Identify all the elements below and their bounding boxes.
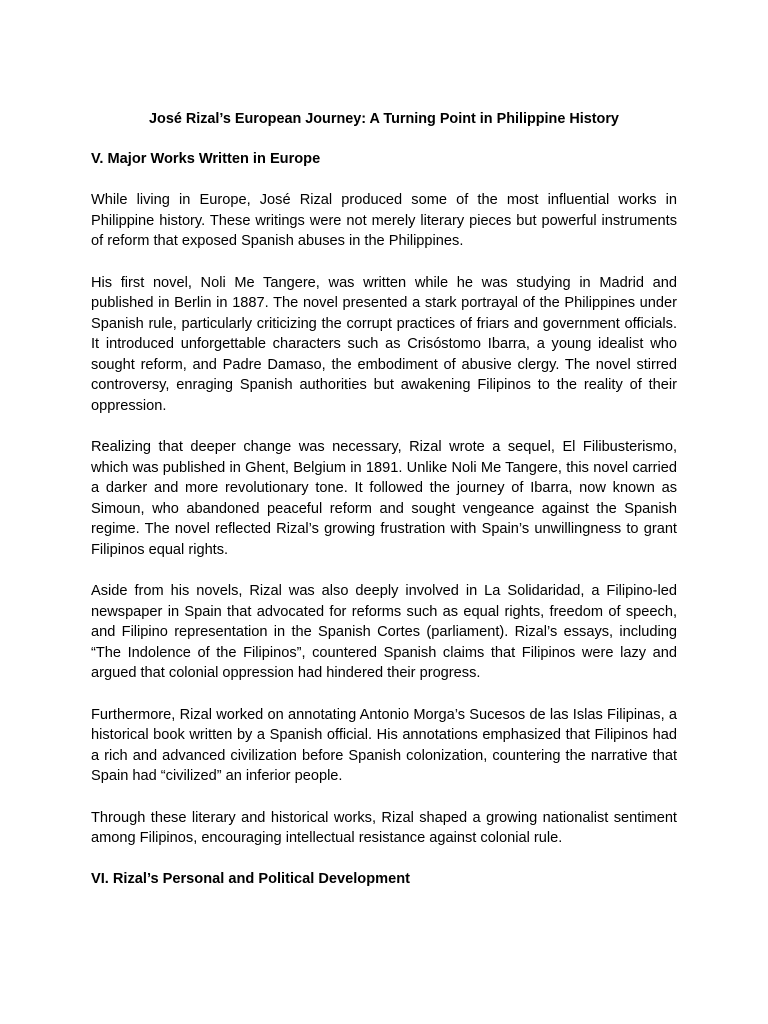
paragraph: Furthermore, Rizal worked on annotating Antonio Morga’s Sucesos de las Islas Filipinas, a historical book written by a Spanish official. His annotations emphasized that Filipinos had a rich and advanced civilization before Spanish colonization, countering the narrative that Spain had “civilized” an inferior people. [91,706,677,784]
document-title: José Rizal’s European Journey: A Turning Point in Philippine History [149,111,619,127]
document-page [91,109,677,889]
paragraph: Through these literary and historical works, Rizal shaped a growing nationalist sentiment among Filipinos, encouraging intellectual resistance against colonial rule. [91,809,677,846]
section-heading-personal-political-development: VI. Rizal’s Personal and Political Development [91,870,410,887]
paragraph: Aside from his novels, Rizal was also deeply involved in La Solidaridad, a Filipino-led newspaper in Spain that advocated for reforms such as equal rights, freedom of speech, and Filipino representation in the Spanish Cortes (parliament). Rizal’s essays, including “The Indolence of the Filipinos”, countered Spanish claims that Filipinos were lazy and argued that colonial oppression had hindered their progress. [91,583,677,681]
paragraph: Realizing that deeper change was necessary, Rizal wrote a sequel, El Filibusterismo, which was published in Ghent, Belgium in 1891. Unlike Noli Me Tangere, this novel carried a darker and more revolutionary tone. It followed the journey of Ibarra, now known as Simoun, who abandoned peaceful reform and sought vengeance against the Spanish regime. The novel reflected Rizal’s growing frustration with Spain’s unwillingness to grant Filipinos equal rights. [91,439,677,558]
paragraph: While living in Europe, José Rizal produced some of the most influential works in Philippine history. These writings were not merely literary pieces but powerful instruments of reform that exposed Spanish abuses in the Philippines. [91,192,677,249]
section-heading-major-works: V. Major Works Written in Europe [91,150,321,167]
paragraph: His first novel, Noli Me Tangere, was written while he was studying in Madrid and published in Berlin in 1887. The novel presented a stark portrayal of the Philippines under Spanish rule, particularly criticizing the corrupt practices of friars and government officials. It introduced unforgettable characters such as Crisóstomo Ibarra, a young idealist who sought reform, and Padre Damaso, the embodiment of abusive clergy. The novel stirred controversy, enraging Spanish authorities but awakening Filipinos to the reality of their oppression. [91,274,677,414]
